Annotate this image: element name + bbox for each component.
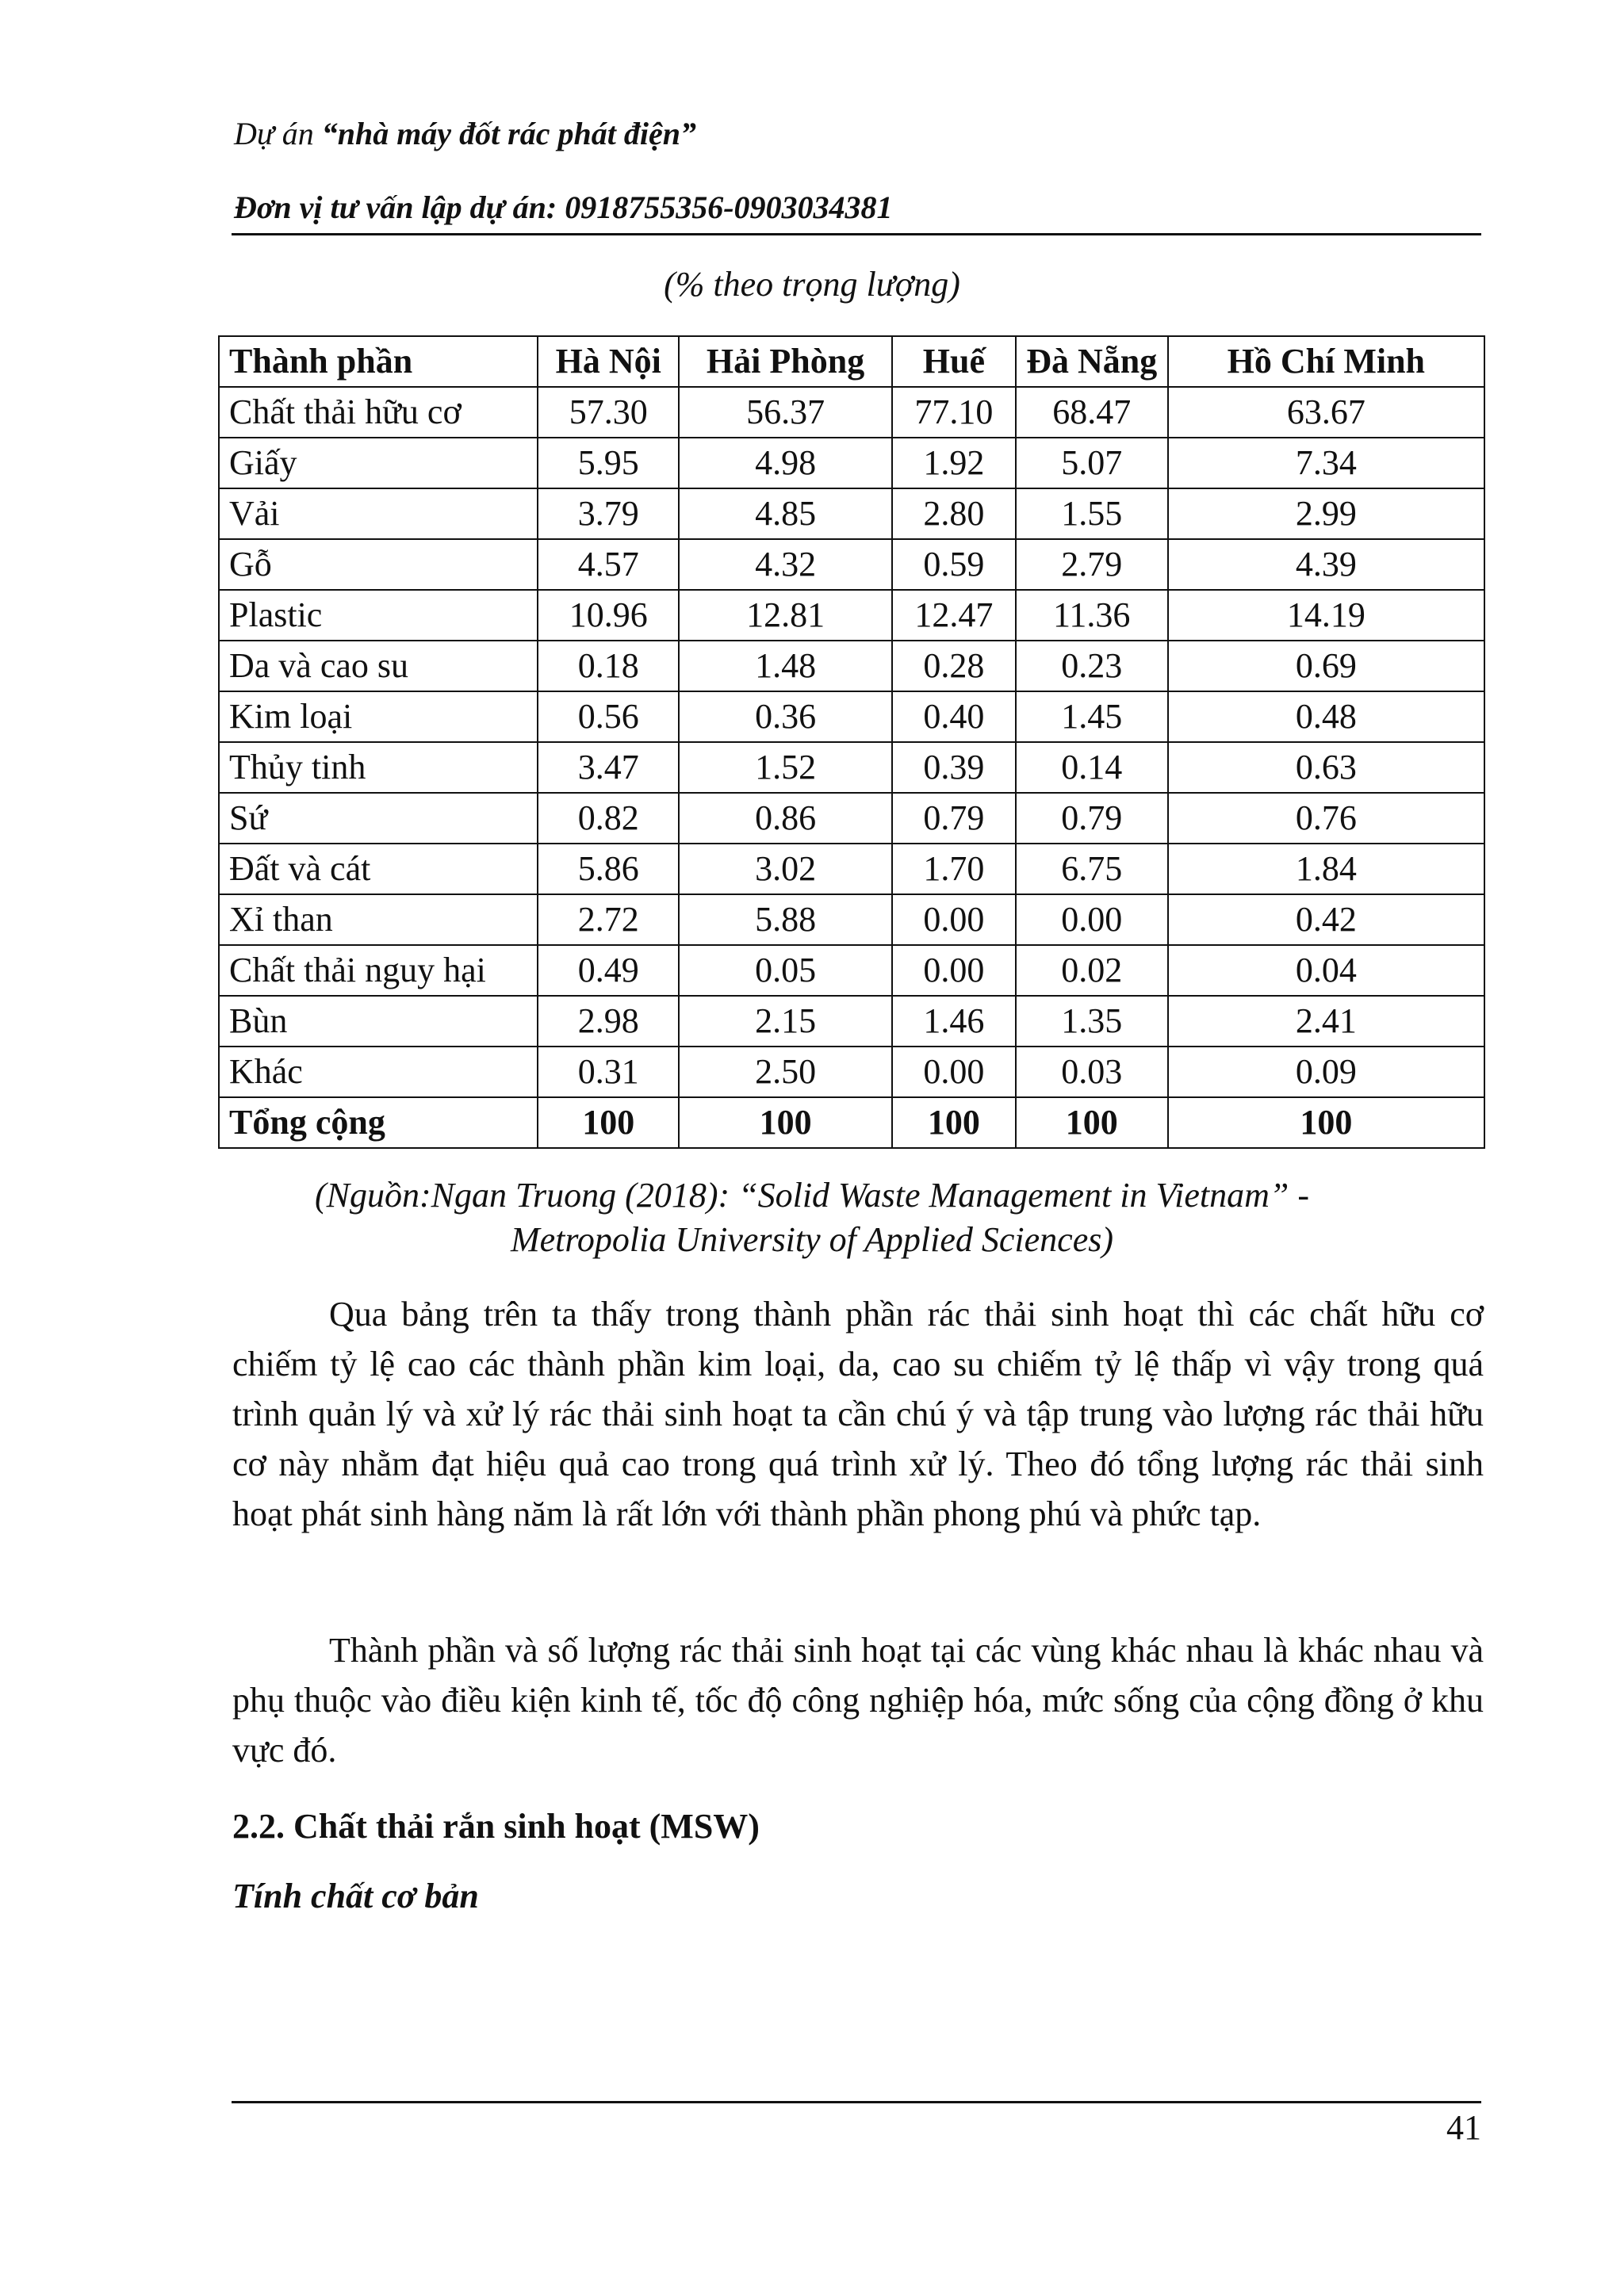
percentage-cell: 1.45 xyxy=(1016,691,1168,742)
percentage-cell: 0.39 xyxy=(892,742,1016,793)
percentage-cell: 10.96 xyxy=(538,590,679,641)
percentage-cell: 2.98 xyxy=(538,996,679,1047)
percentage-cell: 12.81 xyxy=(679,590,892,641)
percentage-cell: 0.56 xyxy=(538,691,679,742)
percentage-cell: 0.79 xyxy=(1016,793,1168,844)
column-header: Huế xyxy=(892,336,1016,387)
percentage-cell: 3.02 xyxy=(679,844,892,894)
percentage-cell: 0.42 xyxy=(1168,894,1484,945)
percentage-cell: 1.46 xyxy=(892,996,1016,1047)
percentage-cell: 0.14 xyxy=(1016,742,1168,793)
table-row xyxy=(219,996,1484,1047)
percentage-cell: 1.55 xyxy=(1016,488,1168,539)
subsection-title: Tính chất cơ bản xyxy=(232,1877,479,1915)
percentage-cell: 0.04 xyxy=(1168,945,1484,996)
body-paragraph-1: Qua bảng trên ta thấy trong thành phần rác thải sinh hoạt thì các chất hữu cơ chiếm tỷ lệ cao các thành phần kim loại, da, cao su chiếm tỷ lệ thấp vì vậy trong quá trình quản lý và xử lý rác thải sinh hoạt ta cần chú ý và tập trung vào lượng rác thải hữu cơ này nhằm đạt hiệu quả cao trong quá trình xử lý. Theo đó tổng lượng rác thải sinh hoạt phát sinh hàng năm là rất lớn với thành phần phong phú và phức tạp. xyxy=(232,1295,1484,1533)
percentage-cell: 0.79 xyxy=(892,793,1016,844)
column-header: Thành phần xyxy=(219,336,538,387)
header-project-line xyxy=(234,115,696,152)
column-header: Hồ Chí Minh xyxy=(1168,336,1484,387)
percentage-cell: 6.75 xyxy=(1016,844,1168,894)
component-name-cell: Plastic xyxy=(219,590,538,641)
body-paragraph-2: Thành phần và số lượng rác thải sinh hoạt tại các vùng khác nhau là khác nhau và phụ thuộc vào điều kiện kinh tế, tốc độ công nghiệp hóa, mức sống của cộng đồng ở khu vực đó. xyxy=(232,1631,1484,1770)
header-rule xyxy=(232,233,1481,235)
table-header-row xyxy=(219,336,1484,387)
percentage-cell: 0.69 xyxy=(1168,641,1484,691)
percentage-cell: 5.88 xyxy=(679,894,892,945)
percentage-cell: 4.57 xyxy=(538,539,679,590)
table-total-row xyxy=(219,1097,1484,1148)
percentage-cell: 12.47 xyxy=(892,590,1016,641)
table-row xyxy=(219,438,1484,488)
component-name-cell: Gỗ xyxy=(219,539,538,590)
table-body xyxy=(219,387,1484,1148)
percentage-cell: 0.00 xyxy=(892,894,1016,945)
header-consultant-line: Đơn vị tư vấn lập dự án: 0918755356-0903034381 xyxy=(234,189,893,225)
percentage-cell: 0.00 xyxy=(1016,894,1168,945)
percentage-cell: 2.72 xyxy=(538,894,679,945)
component-name-cell: Đất và cát xyxy=(219,844,538,894)
table-row xyxy=(219,488,1484,539)
component-name-cell: Chất thải hữu cơ xyxy=(219,387,538,438)
percentage-cell: 0.28 xyxy=(892,641,1016,691)
source-line-1: (Nguồn:Ngan Truong (2018): “Solid Waste Management in Vietnam” - xyxy=(315,1176,1309,1215)
percentage-cell: 0.31 xyxy=(538,1047,679,1097)
component-name-cell: Tổng cộng xyxy=(219,1097,538,1148)
percentage-cell: 1.84 xyxy=(1168,844,1484,894)
component-name-cell: Chất thải nguy hại xyxy=(219,945,538,996)
percentage-cell: 7.34 xyxy=(1168,438,1484,488)
table-source-note xyxy=(0,1173,1624,1262)
table-row xyxy=(219,742,1484,793)
column-header: Đà Nẵng xyxy=(1016,336,1168,387)
percentage-cell: 4.32 xyxy=(679,539,892,590)
percentage-cell: 4.85 xyxy=(679,488,892,539)
percentage-cell: 11.36 xyxy=(1016,590,1168,641)
percentage-cell: 0.63 xyxy=(1168,742,1484,793)
percentage-cell: 0.00 xyxy=(892,1047,1016,1097)
percentage-cell: 57.30 xyxy=(538,387,679,438)
table-row xyxy=(219,844,1484,894)
waste-composition-table xyxy=(218,335,1485,1149)
percentage-cell: 1.48 xyxy=(679,641,892,691)
percentage-cell: 0.23 xyxy=(1016,641,1168,691)
header-project-name: “nhà máy đốt rác phát điện” xyxy=(321,116,696,151)
percentage-cell: 2.41 xyxy=(1168,996,1484,1047)
percentage-cell: 100 xyxy=(679,1097,892,1148)
percentage-cell: 14.19 xyxy=(1168,590,1484,641)
percentage-cell: 100 xyxy=(892,1097,1016,1148)
percentage-cell: 1.70 xyxy=(892,844,1016,894)
percentage-cell: 0.49 xyxy=(538,945,679,996)
percentage-cell: 100 xyxy=(1168,1097,1484,1148)
percentage-cell: 2.79 xyxy=(1016,539,1168,590)
percentage-cell: 0.82 xyxy=(538,793,679,844)
percentage-cell: 0.86 xyxy=(679,793,892,844)
footer-rule xyxy=(232,2101,1481,2103)
percentage-cell: 3.79 xyxy=(538,488,679,539)
component-name-cell: Vải xyxy=(219,488,538,539)
percentage-cell: 0.36 xyxy=(679,691,892,742)
table-row xyxy=(219,691,1484,742)
percentage-cell: 2.80 xyxy=(892,488,1016,539)
percentage-cell: 68.47 xyxy=(1016,387,1168,438)
percentage-cell: 0.59 xyxy=(892,539,1016,590)
percentage-cell: 0.03 xyxy=(1016,1047,1168,1097)
component-name-cell: Giấy xyxy=(219,438,538,488)
percentage-cell: 0.00 xyxy=(892,945,1016,996)
table-row xyxy=(219,894,1484,945)
percentage-cell: 4.39 xyxy=(1168,539,1484,590)
percentage-cell: 0.76 xyxy=(1168,793,1484,844)
percentage-cell: 100 xyxy=(1016,1097,1168,1148)
percentage-cell: 0.02 xyxy=(1016,945,1168,996)
component-name-cell: Xỉ than xyxy=(219,894,538,945)
column-header: Hà Nội xyxy=(538,336,679,387)
table-row xyxy=(219,945,1484,996)
percentage-cell: 0.09 xyxy=(1168,1047,1484,1097)
component-name-cell: Kim loại xyxy=(219,691,538,742)
percentage-cell: 5.95 xyxy=(538,438,679,488)
percentage-cell: 5.86 xyxy=(538,844,679,894)
header-project-prefix: Dự án xyxy=(234,116,322,151)
percentage-cell: 5.07 xyxy=(1016,438,1168,488)
component-name-cell: Da và cao su xyxy=(219,641,538,691)
percentage-cell: 100 xyxy=(538,1097,679,1148)
table-row xyxy=(219,590,1484,641)
table-row xyxy=(219,539,1484,590)
percentage-cell: 2.99 xyxy=(1168,488,1484,539)
percentage-cell: 0.48 xyxy=(1168,691,1484,742)
source-line-2: Metropolia University of Applied Sciences) xyxy=(510,1220,1114,1259)
table-row xyxy=(219,641,1484,691)
percentage-cell: 1.92 xyxy=(892,438,1016,488)
percentage-cell: 77.10 xyxy=(892,387,1016,438)
component-name-cell: Sứ xyxy=(219,793,538,844)
percentage-cell: 0.40 xyxy=(892,691,1016,742)
percentage-cell: 56.37 xyxy=(679,387,892,438)
percentage-cell: 0.05 xyxy=(679,945,892,996)
table-row xyxy=(219,387,1484,438)
percentage-cell: 0.18 xyxy=(538,641,679,691)
percentage-cell: 63.67 xyxy=(1168,387,1484,438)
table-row xyxy=(219,793,1484,844)
percentage-cell: 1.35 xyxy=(1016,996,1168,1047)
percentage-cell: 2.15 xyxy=(679,996,892,1047)
table-row xyxy=(219,1047,1484,1097)
percentage-cell: 4.98 xyxy=(679,438,892,488)
component-name-cell: Thủy tinh xyxy=(219,742,538,793)
table-unit-caption: (% theo trọng lượng) xyxy=(664,265,960,304)
component-name-cell: Bùn xyxy=(219,996,538,1047)
percentage-cell: 1.52 xyxy=(679,742,892,793)
section-title: 2.2. Chất thải rắn sinh hoạt (MSW) xyxy=(232,1807,760,1846)
percentage-cell: 3.47 xyxy=(538,742,679,793)
percentage-cell: 2.50 xyxy=(679,1047,892,1097)
component-name-cell: Khác xyxy=(219,1047,538,1097)
column-header: Hải Phòng xyxy=(679,336,892,387)
page-number: 41 xyxy=(1446,2108,1481,2147)
